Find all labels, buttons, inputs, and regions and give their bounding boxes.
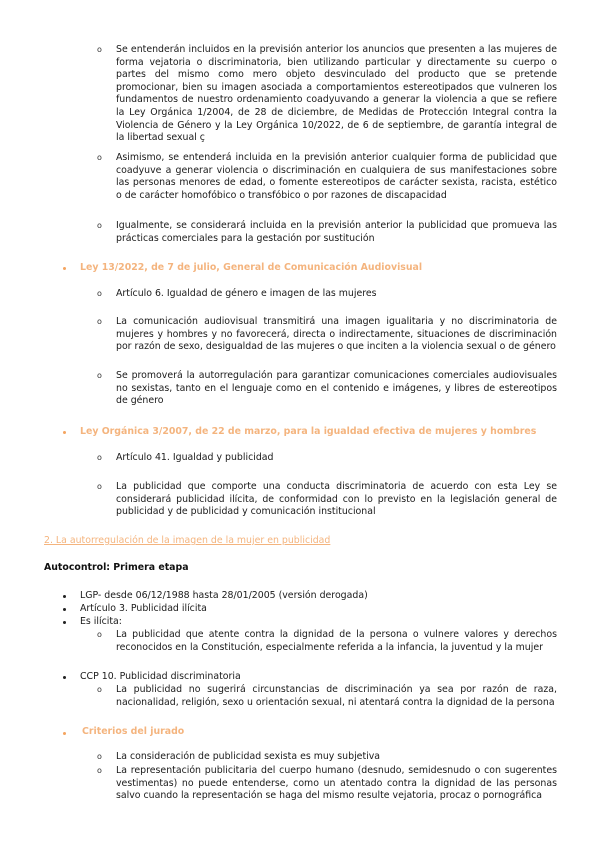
sub-bullet-marker: o xyxy=(97,289,102,298)
sub-bullet-marker: o xyxy=(97,221,102,230)
sub-bullet-marker: o xyxy=(97,453,102,462)
bullet-dot xyxy=(63,608,66,611)
list-item: La representación publicitaria del cuerpo humano (desnudo, semidesnudo o con sugerentes vestimentas) no puede entenderse, como un atentado contra la dignidad de las personas salvo cuando la representación se haga del mismo resulte vejatoria, procaz o pornográfica xyxy=(116,765,557,802)
bullet-dot xyxy=(63,732,66,735)
sub-bullet-marker: o xyxy=(97,766,102,775)
list-item: La publicidad que atente contra la dignidad de la persona o vulnere valores y derechos reconocidos en la Constitución, especialmente referida a la infancia, la juventud y la mujer xyxy=(116,629,557,653)
bullet-dot xyxy=(63,621,66,624)
bullet-dot xyxy=(63,267,66,270)
sub-bullet-marker: o xyxy=(97,317,102,326)
law-heading-3-2007: Ley Orgánica 3/2007, de 22 de marzo, para la igualdad efectiva de mujeres y hombres xyxy=(80,426,537,437)
bullet-dot xyxy=(63,676,66,679)
sub-bullet-marker: o xyxy=(97,482,102,491)
bullet-dot xyxy=(63,431,66,434)
list-item: Se entenderán incluidos en la previsión anterior los anuncios que presenten a las mujeres de forma vejatoria o discriminatoria, bien utilizando particular y directamente su cuerpo o partes del mismo como mero objeto desvinculado del producto que se pretende promocionar, bien su imagen asociada a comportamientos estereotipados que vulneren los fundamentos de nuestro ordenamiento coadyuvando a generar la violencia a que se refiere la Ley Orgánica 1/2004, de 28 de diciembre, de Medidas de Protección Integral contra la Violencia de Género y la Ley Orgánica 10/2022, de 6 de septiembre, de garantía integral de la libertad sexual ç xyxy=(116,44,557,144)
list-item: La publicidad que comporte una conducta discriminatoria de acuerdo con esta Ley se considerará publicidad ilícita, de conformidad con lo previsto en la legislación general de publicidad y de publicidad y comunicación institucional xyxy=(116,481,557,518)
criterios-heading: Criterios del jurado xyxy=(82,726,185,737)
list-item: CCP 10. Publicidad discriminatoria xyxy=(80,671,241,682)
list-item: La consideración de publicidad sexista es muy subjetiva xyxy=(116,751,381,762)
list-item: Artículo 3. Publicidad ilícita xyxy=(80,603,207,614)
autocontrol-title: Autocontrol: Primera etapa xyxy=(44,562,189,573)
law-heading-13-2022: Ley 13/2022, de 7 de julio, General de Comunicación Audiovisual xyxy=(80,262,423,273)
list-item: La publicidad no sugerirá circunstancias de discriminación ya sea por razón de raza, nacionalidad, religión, sexo u orientación sexual, ni atentará contra la dignidad de la persona xyxy=(116,684,557,708)
section-2-link[interactable]: 2. La autorregulación de la imagen de la mujer en publicidad xyxy=(44,535,331,546)
list-item: Asimismo, se entenderá incluida en la previsión anterior cualquier forma de publicidad que coadyuve a generar violencia o discriminación en cualquiera de sus manifestaciones sobre las personas menores de edad, o fomente estereotipos de carácter sexista, racista, estético o de carácter homofóbico o transfóbico o por razones de discapacidad xyxy=(116,152,557,201)
list-item: Es ilícita: xyxy=(80,616,122,627)
list-item: LGP- desde 06/12/1988 hasta 28/01/2005 (versión derogada) xyxy=(80,590,368,601)
sub-bullet-marker: o xyxy=(97,685,102,694)
list-item: Artículo 6. Igualdad de género e imagen de las mujeres xyxy=(116,288,377,299)
sub-bullet-marker: o xyxy=(97,371,102,380)
sub-bullet-marker: o xyxy=(97,153,102,162)
sub-bullet-marker: o xyxy=(97,45,102,54)
bullet-dot xyxy=(63,595,66,598)
sub-bullet-marker: o xyxy=(97,752,102,761)
list-item: Se promoverá la autorregulación para garantizar comunicaciones comerciales audiovisuales no sexistas, tanto en el lenguaje como en el contenido e imágenes, y libres de estereotipos de género xyxy=(116,370,557,407)
sub-bullet-marker: o xyxy=(97,630,102,639)
list-item: Artículo 41. Igualdad y publicidad xyxy=(116,452,274,463)
list-item: Igualmente, se considerará incluida en la previsión anterior la publicidad que promueva las prácticas comerciales para la gestación por sustitución xyxy=(116,220,557,244)
list-item: La comunicación audiovisual transmitirá una imagen igualitaria y no discriminatoria de mujeres y hombres y no favorecerá, directa o indirectamente, situaciones de discriminación por razón de sexo, desigualdad de las mujeres o que inciten a la violencia sexual o de género xyxy=(116,316,557,353)
